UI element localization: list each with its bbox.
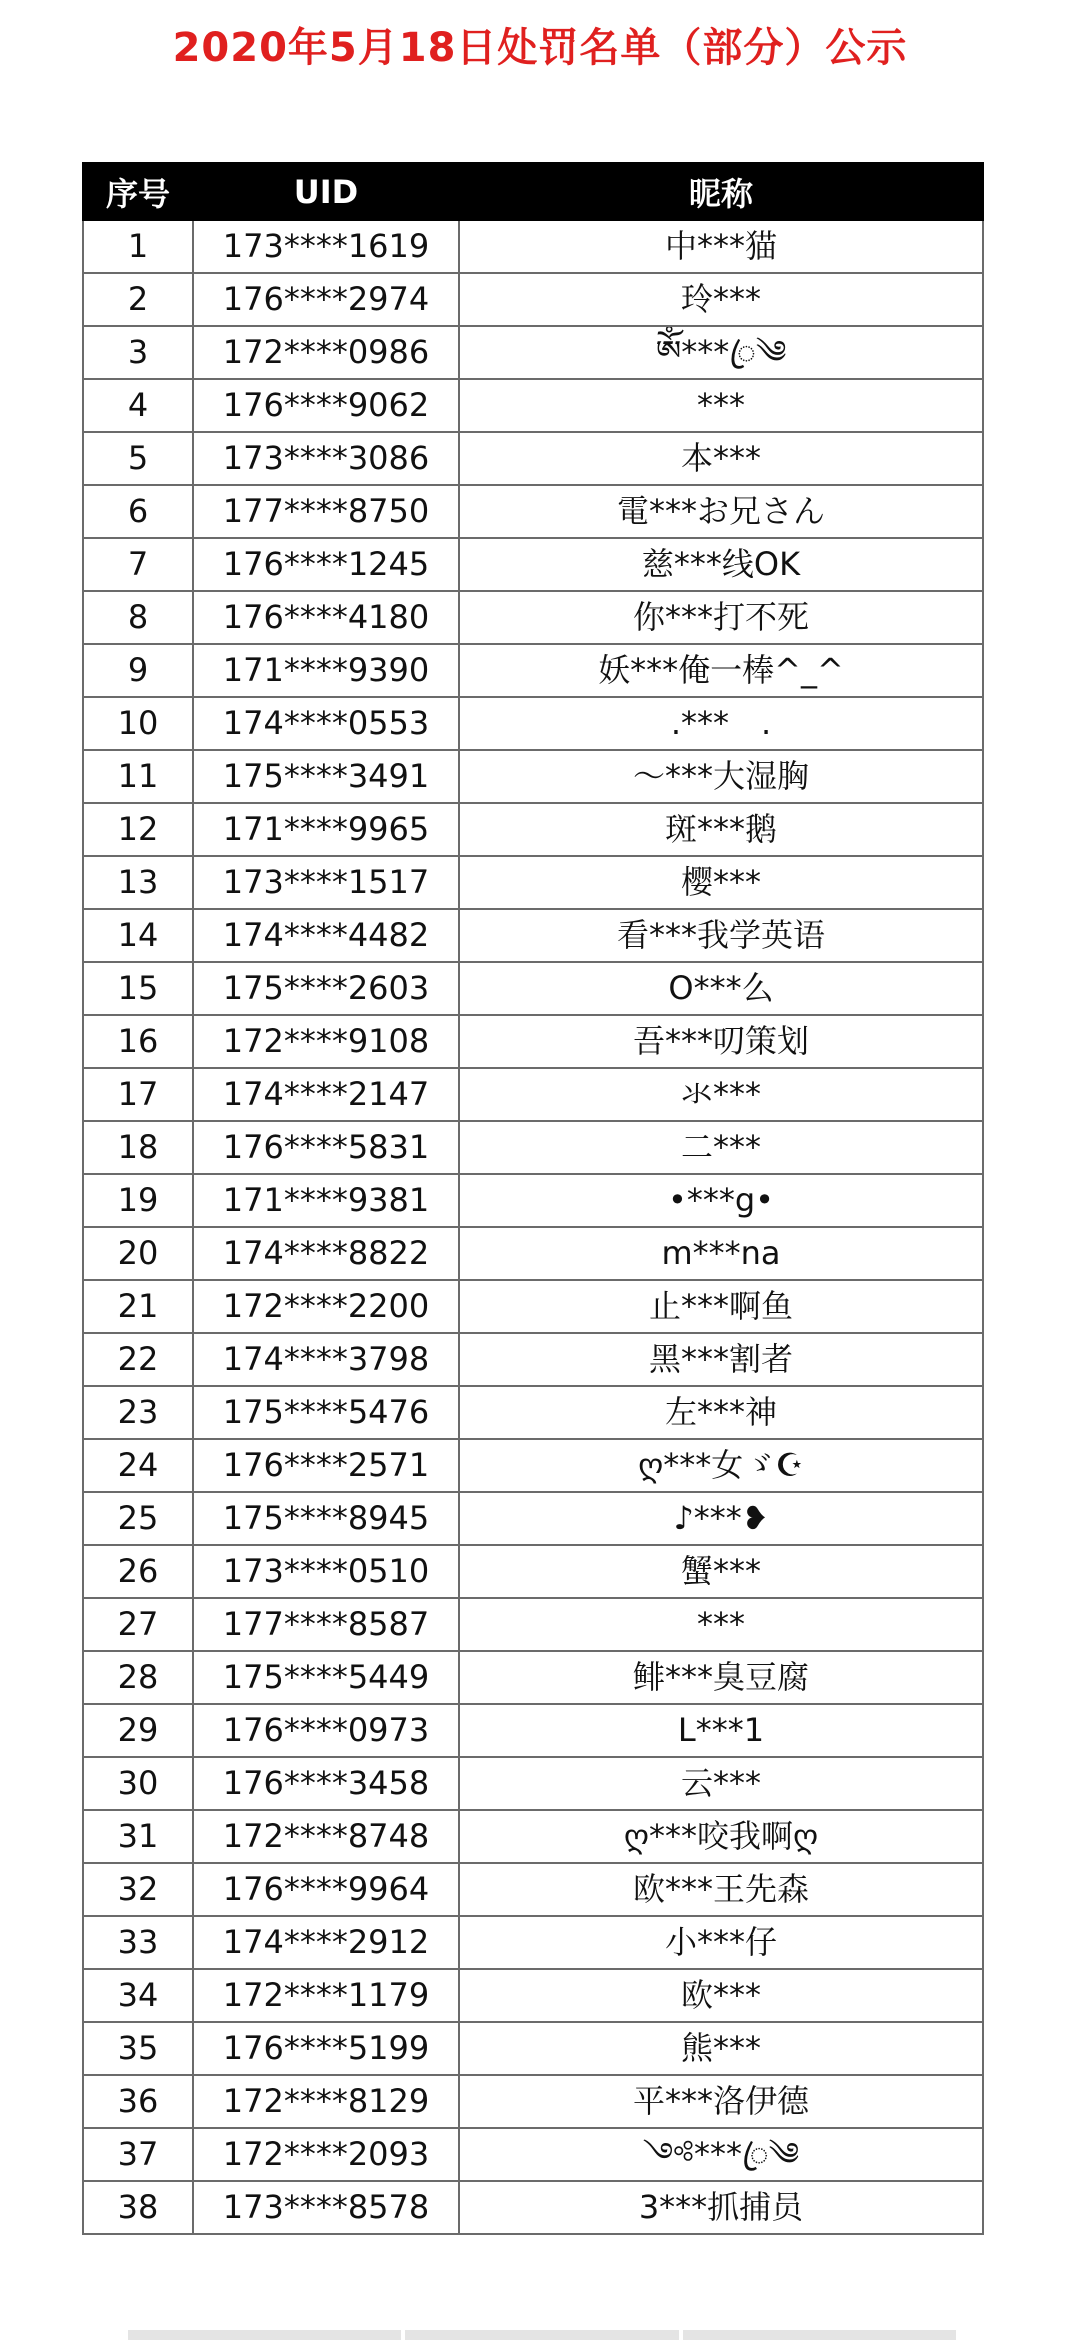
- strip-segment: [683, 2330, 956, 2340]
- cell-seq: 18: [83, 1121, 193, 1174]
- strip-segment: [405, 2330, 678, 2340]
- table-row: [83, 273, 983, 326]
- table-row: [83, 2022, 983, 2075]
- cell-uid: 172****0986: [193, 326, 459, 379]
- cell-uid: 176****9964: [193, 1863, 459, 1916]
- cell-nickname: 你***打不死: [459, 591, 983, 644]
- cell-seq: 4: [83, 379, 193, 432]
- cell-nickname: ༀ***ꦿ༄: [459, 326, 983, 379]
- cell-uid: 175****8945: [193, 1492, 459, 1545]
- cell-nickname: L***1: [459, 1704, 983, 1757]
- cell-seq: 19: [83, 1174, 193, 1227]
- cell-nickname: ***: [459, 1598, 983, 1651]
- penalty-list-table-container: [82, 162, 982, 2235]
- table-row: [83, 379, 983, 432]
- cell-seq: 32: [83, 1863, 193, 1916]
- cell-uid: 172****9108: [193, 1015, 459, 1068]
- cell-seq: 24: [83, 1439, 193, 1492]
- cell-seq: 36: [83, 2075, 193, 2128]
- cell-seq: 11: [83, 750, 193, 803]
- table-row: [83, 432, 983, 485]
- cell-seq: 16: [83, 1015, 193, 1068]
- table-row: [83, 1280, 983, 1333]
- cell-seq: 9: [83, 644, 193, 697]
- cell-seq: 13: [83, 856, 193, 909]
- cell-uid: 176****4180: [193, 591, 459, 644]
- table-row: [83, 1757, 983, 1810]
- cell-uid: 176****3458: [193, 1757, 459, 1810]
- cell-seq: 26: [83, 1545, 193, 1598]
- cell-seq: 6: [83, 485, 193, 538]
- cell-seq: 30: [83, 1757, 193, 1810]
- cell-nickname: 二***: [459, 1121, 983, 1174]
- table-row: [83, 1386, 983, 1439]
- cell-uid: 174****0553: [193, 697, 459, 750]
- cell-nickname: •***g•: [459, 1174, 983, 1227]
- cell-nickname: 本***: [459, 432, 983, 485]
- penalty-list-table: [82, 162, 984, 2235]
- cell-uid: 176****5199: [193, 2022, 459, 2075]
- cell-uid: 176****2974: [193, 273, 459, 326]
- table-row: [83, 644, 983, 697]
- cell-uid: 175****3491: [193, 750, 459, 803]
- cell-nickname: ღ***咬我啊ღ: [459, 1810, 983, 1863]
- cell-nickname: 左***神: [459, 1386, 983, 1439]
- cell-seq: 23: [83, 1386, 193, 1439]
- cell-seq: 34: [83, 1969, 193, 2022]
- cell-nickname: 氺***: [459, 1068, 983, 1121]
- table-row: [83, 1333, 983, 1386]
- table-row: [83, 1651, 983, 1704]
- cell-uid: 174****8822: [193, 1227, 459, 1280]
- cell-seq: 1: [83, 220, 193, 273]
- table-row: [83, 962, 983, 1015]
- cell-seq: 5: [83, 432, 193, 485]
- cell-nickname: 玲***: [459, 273, 983, 326]
- cell-uid: 173****0510: [193, 1545, 459, 1598]
- cell-nickname: .*** .: [459, 697, 983, 750]
- cell-uid: 174****4482: [193, 909, 459, 962]
- header-seq: 序号: [83, 163, 193, 220]
- cell-uid: 175****5449: [193, 1651, 459, 1704]
- table-row: [83, 1492, 983, 1545]
- cell-seq: 8: [83, 591, 193, 644]
- cell-uid: 177****8587: [193, 1598, 459, 1651]
- cell-nickname: 止***啊鱼: [459, 1280, 983, 1333]
- table-row: [83, 1439, 983, 1492]
- table-row: [83, 1598, 983, 1651]
- cell-uid: 176****9062: [193, 379, 459, 432]
- table-row: [83, 1174, 983, 1227]
- cell-nickname: ༺***ꦿ༄: [459, 2128, 983, 2181]
- table-row: [83, 1969, 983, 2022]
- cell-seq: 31: [83, 1810, 193, 1863]
- cell-seq: 29: [83, 1704, 193, 1757]
- cell-seq: 17: [83, 1068, 193, 1121]
- cell-uid: 176****2571: [193, 1439, 459, 1492]
- cell-uid: 174****2912: [193, 1916, 459, 1969]
- cell-uid: 177****8750: [193, 485, 459, 538]
- table-row: [83, 697, 983, 750]
- cell-uid: 172****2093: [193, 2128, 459, 2181]
- cell-nickname: 中***猫: [459, 220, 983, 273]
- cell-nickname: m***na: [459, 1227, 983, 1280]
- cell-uid: 172****8129: [193, 2075, 459, 2128]
- cell-seq: 12: [83, 803, 193, 856]
- table-row: [83, 220, 983, 273]
- cell-seq: 10: [83, 697, 193, 750]
- cell-seq: 21: [83, 1280, 193, 1333]
- table-header-row: [83, 163, 983, 220]
- table-row: [83, 1068, 983, 1121]
- cell-seq: 3: [83, 326, 193, 379]
- cell-uid: 175****2603: [193, 962, 459, 1015]
- cell-uid: 176****0973: [193, 1704, 459, 1757]
- cell-seq: 20: [83, 1227, 193, 1280]
- cell-uid: 172****2200: [193, 1280, 459, 1333]
- table-row: [83, 1916, 983, 1969]
- cell-seq: 2: [83, 273, 193, 326]
- table-row: [83, 1863, 983, 1916]
- cell-seq: 38: [83, 2181, 193, 2234]
- cell-nickname: 鲱***臭豆腐: [459, 1651, 983, 1704]
- cell-nickname: 看***我学英语: [459, 909, 983, 962]
- cell-nickname: 小***仔: [459, 1916, 983, 1969]
- cell-uid: 175****5476: [193, 1386, 459, 1439]
- table-row: [83, 856, 983, 909]
- table-row: [83, 1810, 983, 1863]
- table-row: [83, 485, 983, 538]
- cell-uid: 171****9381: [193, 1174, 459, 1227]
- cell-uid: 173****1619: [193, 220, 459, 273]
- cell-nickname: ♪***❥: [459, 1492, 983, 1545]
- table-row: [83, 2075, 983, 2128]
- table-row: [83, 2181, 983, 2234]
- cell-nickname: 平***洛伊德: [459, 2075, 983, 2128]
- cell-uid: 172****1179: [193, 1969, 459, 2022]
- cell-nickname: 云***: [459, 1757, 983, 1810]
- cell-seq: 27: [83, 1598, 193, 1651]
- cell-uid: 176****1245: [193, 538, 459, 591]
- cell-uid: 176****5831: [193, 1121, 459, 1174]
- cell-seq: 15: [83, 962, 193, 1015]
- table-row: [83, 803, 983, 856]
- table-row: [83, 591, 983, 644]
- table-row: [83, 326, 983, 379]
- cell-seq: 37: [83, 2128, 193, 2181]
- table-row: [83, 538, 983, 591]
- bottom-fade-strip: [128, 2330, 956, 2340]
- cell-seq: 7: [83, 538, 193, 591]
- cell-seq: 28: [83, 1651, 193, 1704]
- cell-nickname: 慈***线OK: [459, 538, 983, 591]
- cell-uid: 171****9965: [193, 803, 459, 856]
- cell-nickname: 電***お兄さん: [459, 485, 983, 538]
- cell-nickname: 欧***: [459, 1969, 983, 2022]
- cell-seq: 14: [83, 909, 193, 962]
- cell-nickname: 吾***叨策划: [459, 1015, 983, 1068]
- cell-nickname: 蟹***: [459, 1545, 983, 1598]
- table-row: [83, 1121, 983, 1174]
- cell-uid: 174****2147: [193, 1068, 459, 1121]
- cell-uid: 173****1517: [193, 856, 459, 909]
- table-row: [83, 1545, 983, 1598]
- cell-seq: 25: [83, 1492, 193, 1545]
- header-nickname: 昵称: [459, 163, 983, 220]
- cell-nickname: ～***大湿胸: [459, 750, 983, 803]
- cell-seq: 35: [83, 2022, 193, 2075]
- strip-segment: [128, 2330, 401, 2340]
- table-row: [83, 1015, 983, 1068]
- cell-nickname: 樱***: [459, 856, 983, 909]
- table-row: [83, 750, 983, 803]
- table-row: [83, 2128, 983, 2181]
- cell-seq: 22: [83, 1333, 193, 1386]
- cell-nickname: 黑***割者: [459, 1333, 983, 1386]
- cell-uid: 173****3086: [193, 432, 459, 485]
- cell-nickname: 熊***: [459, 2022, 983, 2075]
- cell-nickname: O***么: [459, 962, 983, 1015]
- cell-uid: 171****9390: [193, 644, 459, 697]
- cell-nickname: ღ***女ゞ☪: [459, 1439, 983, 1492]
- header-uid: UID: [193, 163, 459, 220]
- table-row: [83, 1227, 983, 1280]
- cell-nickname: 3***抓捕员: [459, 2181, 983, 2234]
- cell-nickname: 妖***俺一棒^_^: [459, 644, 983, 697]
- page-title: 2020年5月18日处罚名单（部分）公示: [172, 25, 908, 71]
- cell-nickname: 欧***王先森: [459, 1863, 983, 1916]
- cell-nickname: 斑***鹅: [459, 803, 983, 856]
- cell-uid: 172****8748: [193, 1810, 459, 1863]
- cell-nickname: ***: [459, 379, 983, 432]
- cell-uid: 174****3798: [193, 1333, 459, 1386]
- table-row: [83, 1704, 983, 1757]
- table-row: [83, 909, 983, 962]
- table-body: [83, 220, 983, 2234]
- cell-uid: 173****8578: [193, 2181, 459, 2234]
- cell-seq: 33: [83, 1916, 193, 1969]
